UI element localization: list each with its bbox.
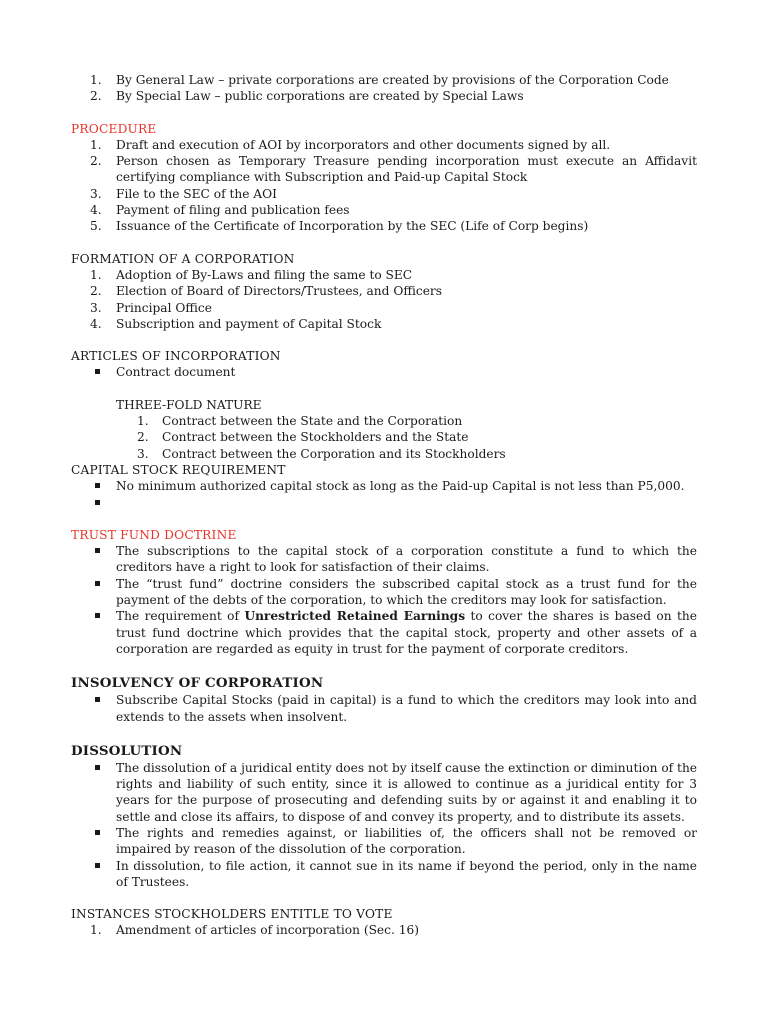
square-bullet-icon xyxy=(95,765,100,770)
trust-fund-bullets xyxy=(0,543,768,657)
insolvency-heading: INSOLVENCY OF CORPORATION xyxy=(71,675,324,692)
insolvency-bullets xyxy=(0,692,768,725)
square-bullet-icon xyxy=(95,830,100,835)
document-page xyxy=(0,72,768,939)
list-item xyxy=(0,495,768,511)
list-item: The subscriptions to the capital stock of a corporation constitute a fund to which the creditors have a right to look for satisfaction of their claims. xyxy=(0,543,768,576)
trust-fund-heading: TRUST FUND DOCTRINE xyxy=(71,527,237,542)
voting-list xyxy=(0,922,768,938)
list-item: Contract document xyxy=(0,364,768,380)
dissolution-heading: DISSOLUTION xyxy=(71,742,183,759)
list-item: 1. Draft and execution of AOI by incorporators and other documents signed by all. xyxy=(90,137,611,152)
dissolution-bullets xyxy=(0,760,768,890)
square-bullet-icon xyxy=(95,613,100,618)
three-fold-list xyxy=(0,413,768,462)
list-item: 5. Issuance of the Certificate of Incorporation by the SEC (Life of Corp begins) xyxy=(90,219,589,234)
square-bullet-icon xyxy=(95,548,100,553)
list-item: The “trust fund” doctrine considers the subscribed capital stock as a trust fund for the payment of the debts of the corporation, to which the creditors may look for satisfaction. xyxy=(0,576,768,609)
voting-heading: INSTANCES STOCKHOLDERS ENTITLE TO VOTE xyxy=(71,907,393,922)
list-item: 2. Contract between the Stockholders and the State xyxy=(137,430,469,445)
list-item: 1. Amendment of articles of incorporation (Sec. 16) xyxy=(90,923,419,938)
list-item: Subscribe Capital Stocks (paid in capital) is a fund to which the creditors may look into and extends to the assets when insolvent. xyxy=(0,692,768,725)
list-item: 1. By General Law – private corporations are created by provisions of the Corporation Code xyxy=(90,73,669,87)
list-item: The requirement of Unrestricted Retained Earnings to cover the shares is based on the trust fund doctrine which provides that the capital stock, property and other assets of a corporation are regarded as equity in trust for the payment of corporate creditors. xyxy=(0,608,768,657)
capital-bullets xyxy=(0,478,768,511)
unrestricted-retained-earnings: Unrestricted Retained Earnings xyxy=(244,609,466,624)
list-item: 3. File to the SEC of the AOI xyxy=(90,186,277,201)
formation-heading: FORMATION OF A CORPORATION xyxy=(71,251,295,266)
formation-list xyxy=(0,267,768,332)
articles-heading: ARTICLES OF INCORPORATION xyxy=(71,349,281,364)
list-item: 2. Person chosen as Temporary Treasure pending incorporation must execute an Affidavit certifying compliance with Subscription and Paid-up Capital Stock xyxy=(90,154,697,185)
list-item: 1. Adoption of By-Laws and filing the same to SEC xyxy=(90,267,413,282)
list-item: 3. Principal Office xyxy=(90,300,212,315)
list-item: 1. Contract between the State and the Corporation xyxy=(137,414,463,429)
square-bullet-icon xyxy=(95,581,100,586)
list-item: No minimum authorized capital stock as long as the Paid-up Capital is not less than P5,000. xyxy=(0,478,768,494)
list-item: The dissolution of a juridical entity does not by itself cause the extinction or diminution of the rights and liability of such entity, since it is allowed to continue as a juridical entity for 3 years for the purpose of prosecuting and defending suits by or against it and enabling it to settle and close its affairs, to dispose of and convey its property, and to distribute its assets. xyxy=(0,760,768,825)
three-fold-heading: THREE-FOLD NATURE xyxy=(116,397,262,412)
list-item: 4. Payment of filing and publication fees xyxy=(90,203,350,218)
square-bullet-icon xyxy=(95,500,100,505)
square-bullet-icon xyxy=(95,483,100,488)
square-bullet-icon xyxy=(95,697,100,702)
square-bullet-icon xyxy=(95,863,100,868)
list-item: 3. Contract between the Corporation and its Stockholders xyxy=(137,446,506,461)
capital-heading: CAPITAL STOCK REQUIREMENT xyxy=(71,462,286,477)
list-item: In dissolution, to file action, it cannot sue in its name if beyond the period, only in the name of Trustees. xyxy=(0,858,768,891)
creation-list xyxy=(0,72,768,105)
list-item: The rights and remedies against, or liabilities of, the officers shall not be removed or impaired by reason of the dissolution of the corporation. xyxy=(0,825,768,858)
procedure-heading: PROCEDURE xyxy=(71,121,157,136)
list-item: 4. Subscription and payment of Capital Stock xyxy=(90,316,382,331)
list-item: 2. Election of Board of Directors/Trustees, and Officers xyxy=(90,284,442,299)
list-item: 2. By Special Law – public corporations are created by Special Laws xyxy=(90,89,524,104)
articles-bullets xyxy=(0,364,768,380)
procedure-list xyxy=(0,137,768,235)
square-bullet-icon xyxy=(95,369,100,374)
